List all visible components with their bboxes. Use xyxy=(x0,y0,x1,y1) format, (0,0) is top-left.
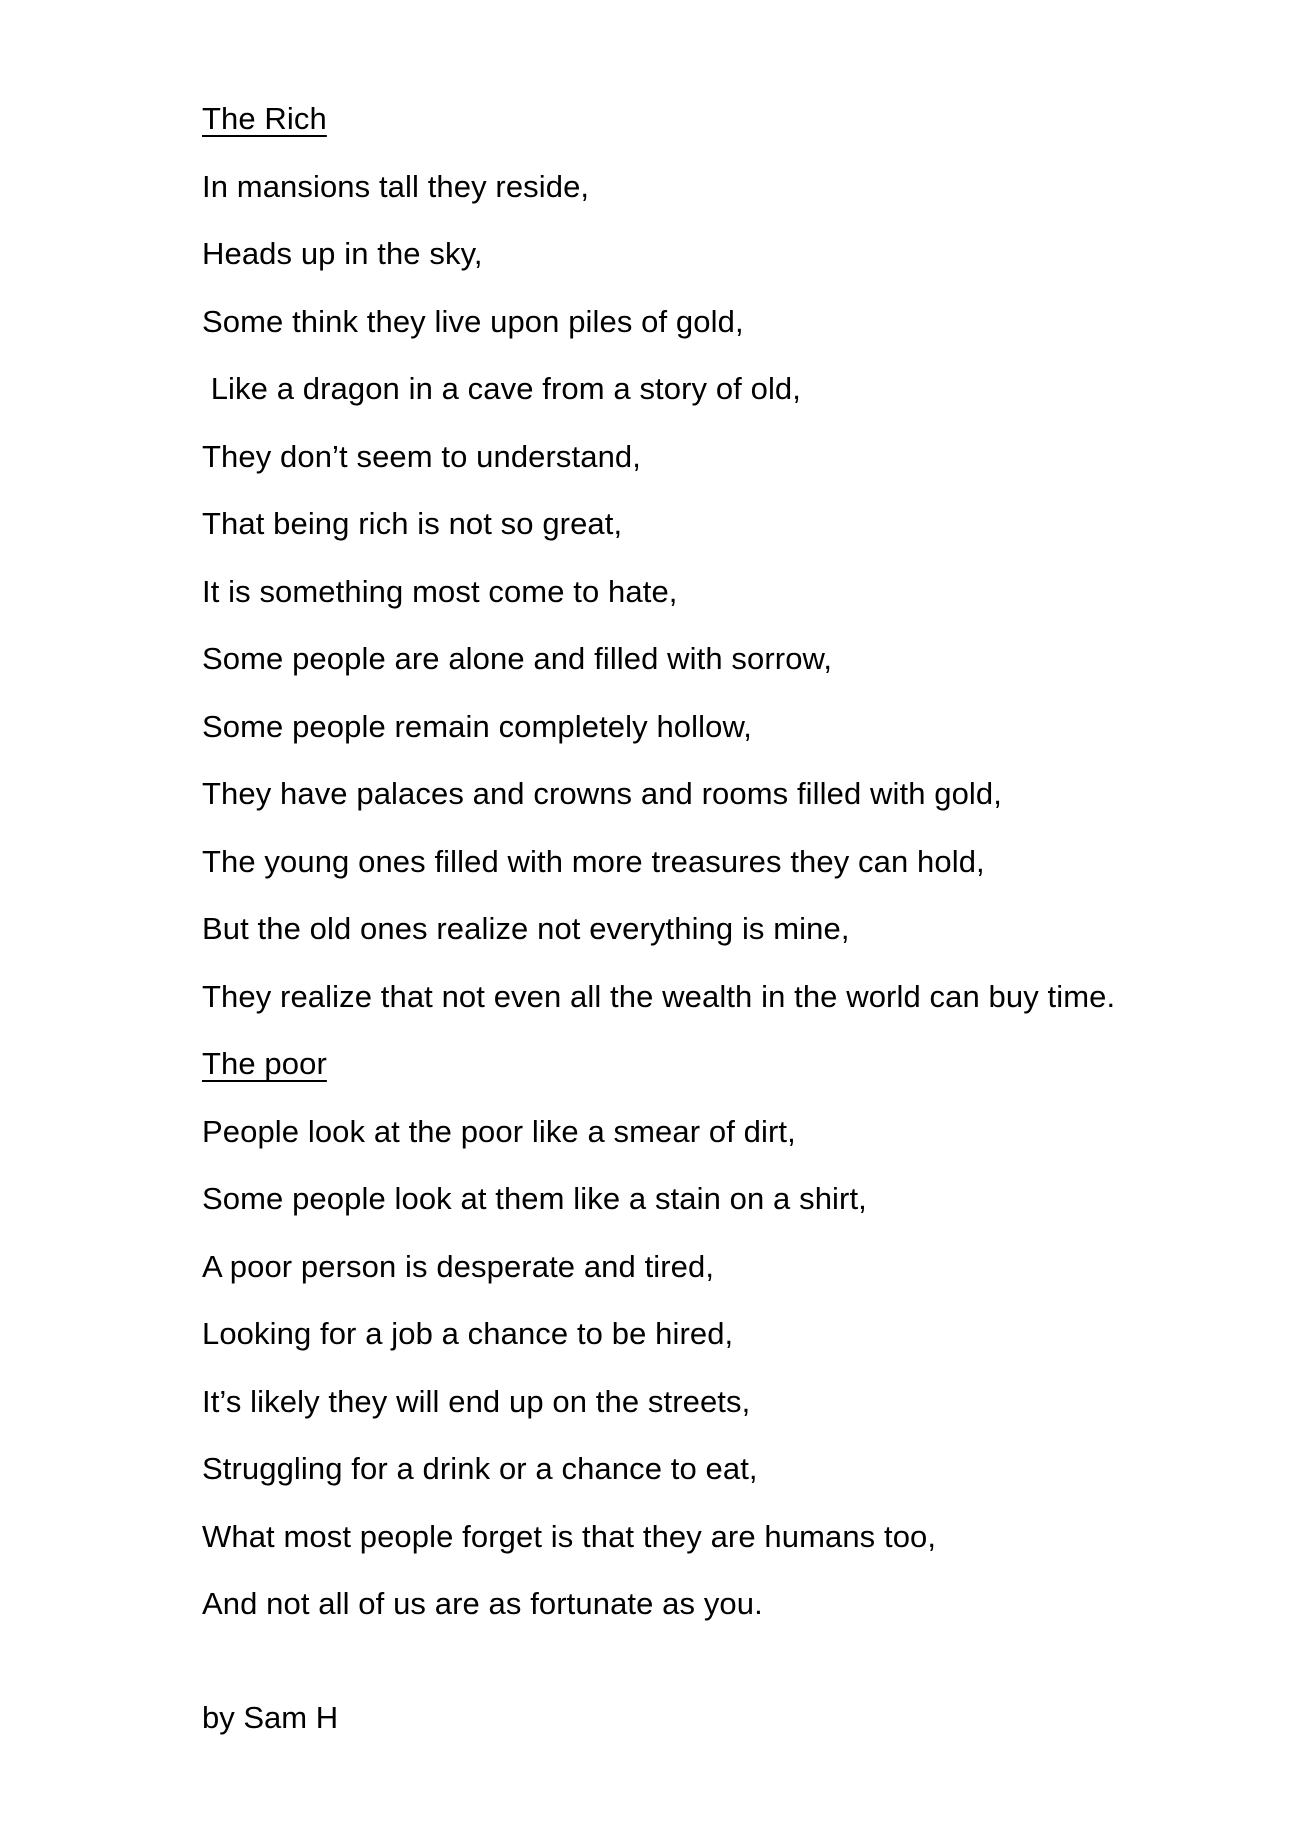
poem-line: What most people forget is that they are humans too, xyxy=(202,1518,937,1554)
poem-line: It’s likely they will end up on the streets, xyxy=(202,1383,751,1419)
poem-line: They have palaces and crowns and rooms filled with gold, xyxy=(202,776,1002,811)
section-heading-poor: The poor xyxy=(202,1046,327,1081)
section-heading-rich: The Rich xyxy=(202,101,327,136)
poem-line: People look at the poor like a smear of dirt, xyxy=(202,1113,796,1149)
poem-line: Some think they live upon piles of gold, xyxy=(202,303,744,339)
poem-line: Some people are alone and filled with sorrow, xyxy=(202,641,833,676)
poem-line: Like a dragon in a cave from a story of old, xyxy=(202,371,801,406)
poem-line: Some people remain completely hollow, xyxy=(202,708,752,744)
author-credit: by Sam H xyxy=(202,1700,339,1735)
poem-line: But the old ones realize not everything is mine, xyxy=(202,911,850,946)
poem-line: Struggling for a drink or a chance to eat, xyxy=(202,1451,758,1486)
poem-line: It is something most come to hate, xyxy=(202,573,678,609)
poem-line: Looking for a job a chance to be hired, xyxy=(202,1316,734,1351)
poem-line: They realize that not even all the wealth in the world can buy time. xyxy=(202,978,1116,1014)
poem-line: The young ones filled with more treasures they can hold, xyxy=(202,843,985,879)
poem-line: And not all of us are as fortunate as you. xyxy=(202,1586,763,1621)
poem-line: They don’t seem to understand, xyxy=(202,438,641,474)
poem-line: That being rich is not so great, xyxy=(202,506,623,541)
poem-line: A poor person is desperate and tired, xyxy=(202,1248,715,1284)
poem-line: Some people look at them like a stain on a shirt, xyxy=(202,1181,867,1216)
poem-body xyxy=(202,85,1262,1638)
poem-line: In mansions tall they reside, xyxy=(202,168,590,204)
poem-line: Heads up in the sky, xyxy=(202,236,483,271)
